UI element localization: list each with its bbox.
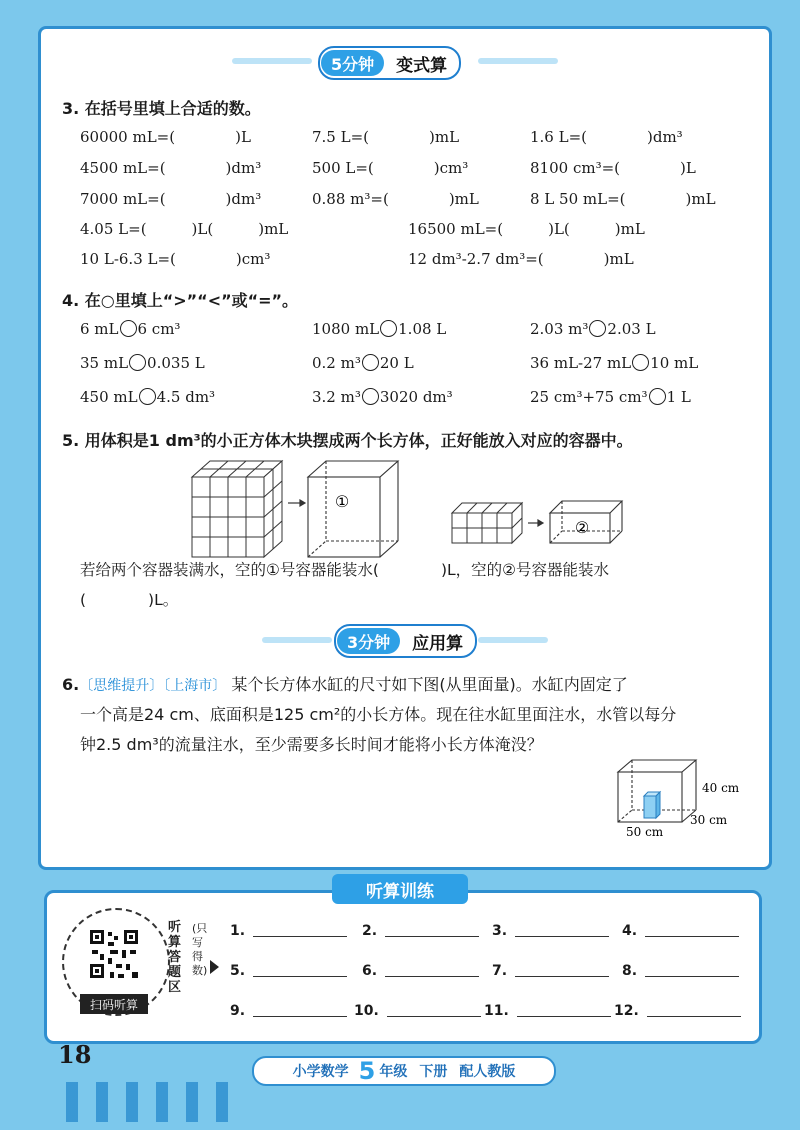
answer-line[interactable] — [385, 922, 479, 937]
q4-title: 4. 在○里填上“>”“<”或“=”。 — [62, 291, 299, 310]
compare-right: 20 L — [379, 354, 414, 372]
answer-item[interactable] — [230, 962, 347, 979]
q3-r4c1: 4.05 L=( )L( )mL — [80, 220, 289, 238]
q6-line2: 一个高是24 cm、底面积是125 cm²的小长方体。现在往水缸里面注水，水管以每分 — [80, 705, 677, 724]
arrow-icon — [288, 500, 305, 506]
compare-right: 3020 dm³ — [379, 388, 453, 406]
q3-r3c1: 7000 mL=( )dm³ — [80, 190, 262, 208]
answer-line[interactable] — [517, 1002, 611, 1017]
answer-number: 7. — [492, 963, 508, 979]
compare-circle[interactable] — [589, 320, 606, 337]
q3-r1c1: 60000 mL=( )L — [80, 128, 251, 146]
answer-line[interactable] — [253, 962, 347, 977]
answer-item[interactable] — [354, 1002, 481, 1019]
compare-circle[interactable] — [362, 354, 379, 371]
answer-number: 2. — [362, 923, 378, 939]
answer-number: 3. — [492, 923, 508, 939]
answer-item[interactable] — [492, 962, 609, 979]
answer-line[interactable] — [515, 922, 609, 937]
subject: 小学数学 — [292, 1064, 349, 1080]
answer-number: 8. — [622, 963, 638, 979]
section-header-variant — [318, 46, 461, 80]
minutes-badge: 5分钟 — [321, 50, 384, 76]
q3-r2c1: 4500 mL=( )dm³ — [80, 159, 262, 177]
answer-line[interactable] — [387, 1002, 481, 1017]
minutes-badge: 3分钟 — [337, 628, 400, 654]
q3-r3c3: 8 L 50 mL=( )mL — [530, 190, 716, 208]
header-bar-left — [232, 58, 312, 64]
section-header-application — [334, 624, 477, 658]
answer-line[interactable] — [253, 1002, 347, 1017]
compare-left: 36 mL-27 mL — [530, 354, 632, 372]
q4-r2c1 — [80, 354, 205, 372]
answer-line[interactable] — [385, 962, 479, 977]
dim-depth: 30 cm — [690, 813, 728, 827]
book-info — [252, 1056, 556, 1086]
q6-line1 — [62, 670, 628, 701]
compare-circle[interactable] — [139, 388, 156, 405]
inner-cuboid — [644, 792, 660, 818]
answer-line[interactable] — [515, 962, 609, 977]
blocks-figure — [190, 455, 640, 560]
header-bar-left — [262, 637, 332, 643]
answer-number: 6. — [362, 963, 378, 979]
answer-number: 5. — [230, 963, 246, 979]
compare-circle[interactable] — [120, 320, 137, 337]
term: 下册 — [419, 1064, 448, 1080]
scan-label-text: 扫码听算 — [89, 997, 138, 1012]
listening-title — [332, 874, 468, 904]
answer-item[interactable] — [492, 922, 609, 939]
q4-r3c2 — [312, 388, 453, 406]
q4-r3c1 — [80, 388, 215, 406]
q3-title: 3. 在括号里填上合适的数。 — [62, 99, 261, 118]
compare-circle[interactable] — [129, 354, 146, 371]
dim-width: 50 cm — [626, 825, 664, 839]
page-number: 18 — [58, 1040, 92, 1069]
compare-right: 6 cm³ — [137, 320, 181, 338]
qr-code-icon[interactable] — [88, 928, 140, 980]
section-label: 变式算 — [396, 55, 448, 76]
answer-number: 10. — [354, 1003, 379, 1019]
q3-r3c2: 0.88 m³=( )mL — [312, 190, 479, 208]
answer-line[interactable] — [253, 922, 347, 937]
compare-left: 450 mL — [80, 388, 138, 406]
compare-circle[interactable] — [649, 388, 666, 405]
answer-item[interactable] — [230, 922, 347, 939]
q3-r4c2: 16500 mL=( )L( )mL — [408, 220, 645, 238]
answer-number: 11. — [484, 1003, 509, 1019]
large-block-stack — [192, 461, 282, 557]
answer-item[interactable] — [614, 1002, 741, 1019]
compare-right: 0.035 L — [147, 354, 205, 372]
answer-line[interactable] — [647, 1002, 741, 1017]
compare-right: 4.5 dm³ — [156, 388, 216, 406]
listening-title-text: 听算训练 — [366, 881, 434, 902]
answer-item[interactable] — [230, 1002, 347, 1019]
q3-r5c1: 10 L-6.3 L=( )cm³ — [80, 250, 271, 268]
compare-left: 1080 mL — [312, 320, 380, 338]
answer-item[interactable] — [484, 1002, 611, 1019]
dim-height: 40 cm — [702, 781, 740, 795]
answer-item[interactable] — [622, 962, 739, 979]
compare-circle[interactable] — [632, 354, 649, 371]
decor-stripes — [66, 1082, 246, 1122]
q5-line2: ( )L。 — [80, 591, 179, 609]
grade: 年级 — [379, 1064, 408, 1080]
compare-left: 2.03 m³ — [530, 320, 589, 338]
play-triangle-icon — [210, 960, 219, 974]
fish-tank-figure — [612, 758, 762, 840]
q4-r1c1 — [80, 320, 180, 338]
compare-right: 1.08 L — [398, 320, 447, 338]
compare-circle[interactable] — [362, 388, 379, 405]
edition: 配人教版 — [459, 1064, 516, 1080]
q6-number: 6. — [62, 675, 80, 694]
answer-area-note: (只写得数) — [192, 922, 208, 977]
tag-thinking: 〔思维提升〕 — [79, 678, 164, 694]
answer-line[interactable] — [645, 922, 739, 937]
answer-item[interactable] — [362, 962, 479, 979]
container-two-label: ② — [574, 518, 590, 537]
answer-item[interactable] — [362, 922, 479, 939]
q4-r1c2 — [312, 320, 446, 338]
q3-r1c3: 1.6 L=( )dm³ — [530, 128, 683, 146]
compare-left: 25 cm³+75 cm³ — [530, 388, 648, 406]
scan-label — [80, 994, 148, 1014]
q3-r2c3: 8100 cm³=( )L — [530, 159, 696, 177]
q6-text1: 某个长方体水缸的尺寸如下图(从里面量)。水缸内固定了 — [231, 675, 628, 694]
answer-line[interactable] — [645, 962, 739, 977]
small-block-slab — [452, 503, 522, 543]
q4-r3c3 — [530, 388, 691, 406]
header-bar-right — [478, 637, 548, 643]
answer-number: 1. — [230, 923, 246, 939]
answer-number: 9. — [230, 1003, 246, 1019]
q6-line3: 钟2.5 dm³的流量注水，至少需要多长时间才能将小长方体淹没？ — [80, 735, 543, 754]
q3-r1c2: 7.5 L=( )mL — [312, 128, 460, 146]
container-one-label: ① — [334, 492, 350, 511]
compare-left: 35 mL — [80, 354, 129, 372]
tag-region: 〔上海市〕 — [163, 678, 227, 694]
q5-line1: 若给两个容器装满水，空的①号容器能装水( )L，空的②号容器能装水 — [80, 561, 610, 579]
q5-title: 5. 用体积是1 dm³的小正方体木块摆成两个长方体，正好能放入对应的容器中。 — [62, 431, 633, 450]
q4-r2c3 — [530, 354, 698, 372]
q3-r2c2: 500 L=( )cm³ — [312, 159, 469, 177]
answer-area-label: 听算答题区 — [168, 920, 182, 995]
compare-right: 2.03 L — [607, 320, 656, 338]
answer-number: 12. — [614, 1003, 639, 1019]
grade-number: 5 — [358, 1057, 376, 1085]
compare-left: 6 mL — [80, 320, 119, 338]
q3-r5c2: 12 dm³-2.7 dm³=( )mL — [408, 250, 634, 268]
container-one — [308, 461, 398, 557]
compare-circle[interactable] — [380, 320, 397, 337]
compare-left: 0.2 m³ — [312, 354, 361, 372]
header-bar-right — [478, 58, 558, 64]
compare-right: 10 mL — [650, 354, 699, 372]
section-label: 应用算 — [412, 633, 464, 654]
compare-left: 3.2 m³ — [312, 388, 361, 406]
compare-right: 1 L — [666, 388, 691, 406]
answer-number: 4. — [622, 923, 638, 939]
arrow-icon — [528, 520, 543, 526]
q4-r2c2 — [312, 354, 414, 372]
q4-r1c3 — [530, 320, 656, 338]
answer-item[interactable] — [622, 922, 739, 939]
